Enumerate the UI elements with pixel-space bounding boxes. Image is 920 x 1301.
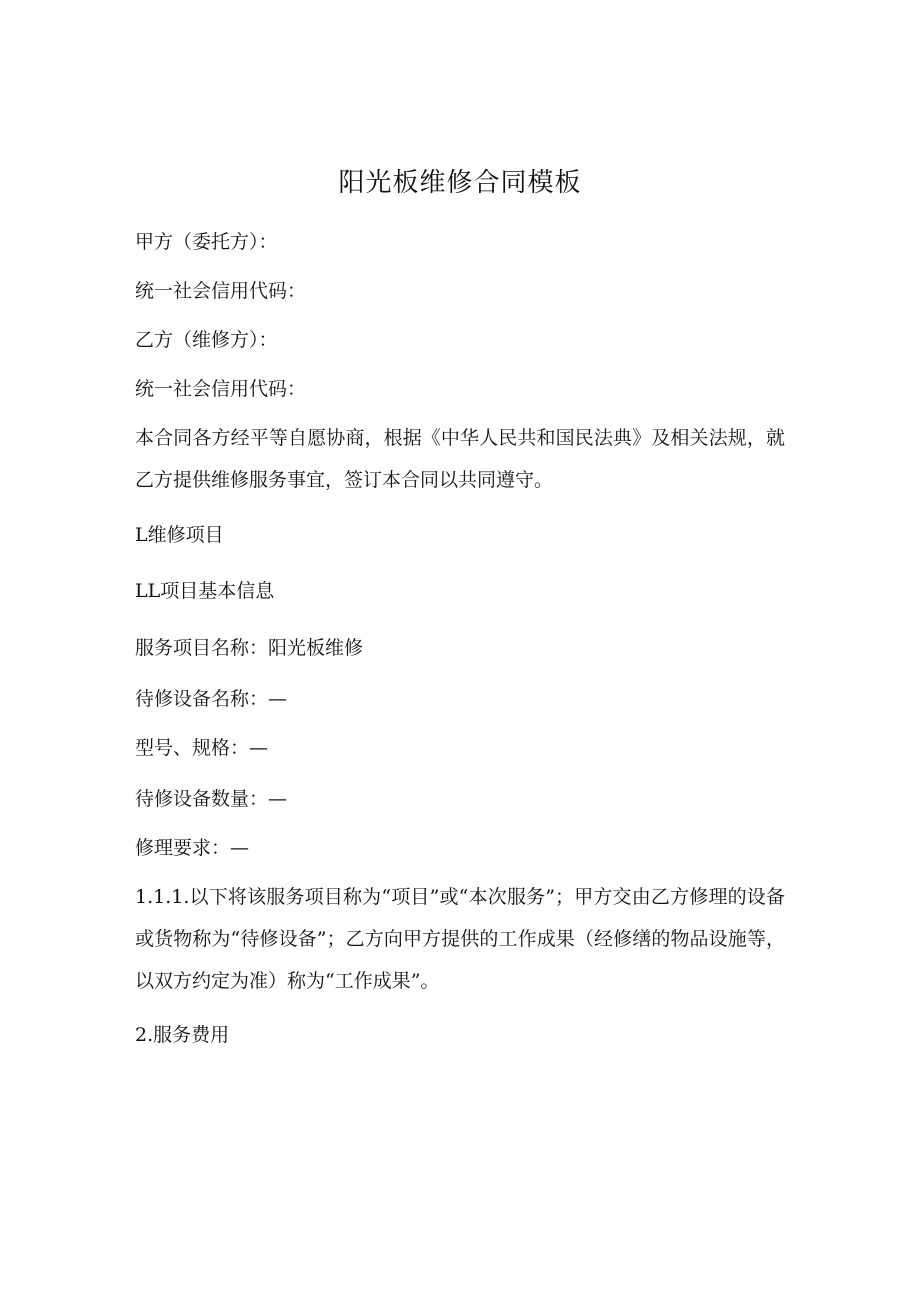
party-b-label: 乙方（维修方）：	[135, 329, 278, 351]
section-1-heading: L维修项目	[135, 524, 224, 546]
device-quantity-line: 待修设备数量：—	[135, 788, 288, 810]
repair-requirement-line: 修理要求：—	[135, 837, 250, 859]
document-title: 阳光板维修合同模板	[338, 168, 582, 198]
party-a-credit-code-label: 统一社会信用代码：	[135, 280, 307, 302]
clause-1-1-1-paragraph: 1.1.1.以下将该服务项目称为“项目”或“本次服务”；甲方交由乙方修理的设备或货物称为“待修设备”；乙方向甲方提供的工作成果（经修缮的物品设施等，以双方约定为准）称为“工作成果”。	[135, 886, 785, 992]
service-name-line: 服务项目名称：阳光板维修	[135, 637, 364, 659]
section-1-1-heading: LL项目基本信息	[135, 580, 275, 602]
party-a-label: 甲方（委托方）：	[135, 231, 278, 253]
device-name-line: 待修设备名称：—	[135, 688, 288, 710]
party-b-credit-code-label: 统一社会信用代码：	[135, 378, 307, 400]
section-2-heading: 2.服务费用	[135, 1024, 230, 1046]
model-spec-line: 型号、规格：—	[135, 737, 269, 759]
intro-paragraph: 本合同各方经平等自愿协商，根据《中华人民共和国民法典》及相关法规，就乙方提供维修服务事宜，签订本合同以共同遵守。	[135, 427, 785, 491]
